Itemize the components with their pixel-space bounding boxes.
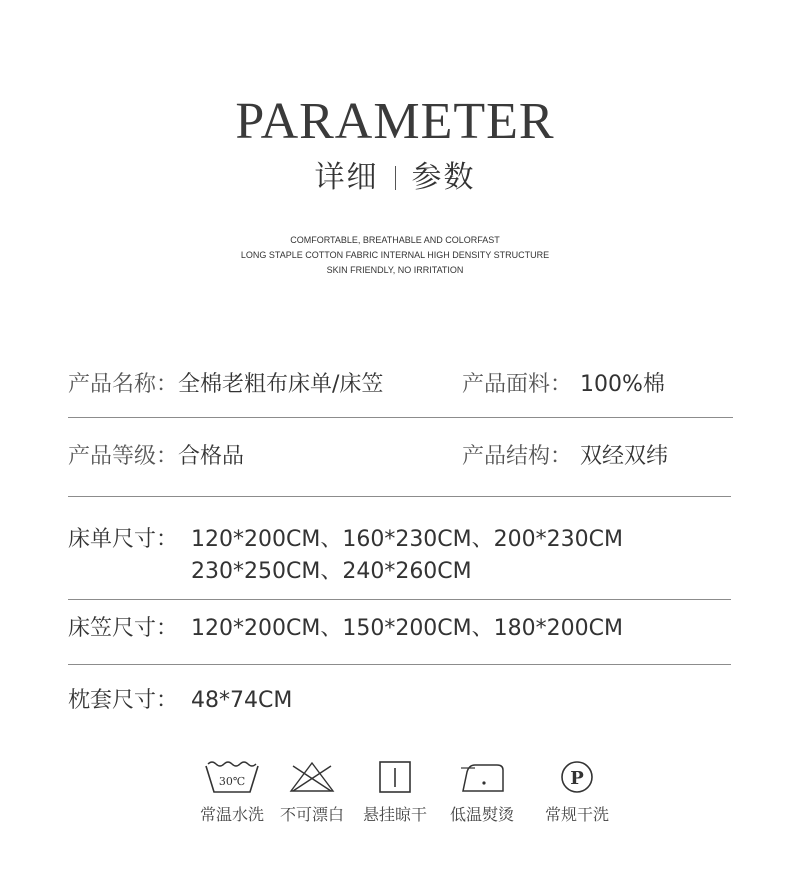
spec-value-fitted: 120*200CM、150*200CM、180*200CM (191, 616, 623, 641)
wash-30c-icon (202, 760, 262, 794)
subtitle-right: 参数 (411, 160, 476, 195)
spec-value-fabric: 100%棉 (580, 372, 665, 397)
care-label-hang: 悬挂晾干 (362, 805, 427, 824)
spec-label-name: 产品名称： (68, 372, 179, 397)
care-item-bleach (267, 760, 357, 825)
spec-value-structure: 双经双纬 (580, 444, 669, 469)
spec-label-sheet: 床单尺寸： (68, 527, 179, 552)
care-label-iron: 低温熨烫 (449, 805, 514, 824)
care-item-hang (350, 760, 440, 825)
care-label-bleach: 不可漂白 (279, 805, 344, 824)
tagline-line-2: LONG STAPLE COTTON FABRIC INTERNAL HIGH DENSITY STRUCTURE (240, 250, 550, 260)
no-bleach-icon (287, 760, 337, 794)
spec-value-grade: 合格品 (178, 444, 245, 469)
spec-value-name: 全棉老粗布床单/床笠 (178, 372, 384, 397)
spec-row-grade (68, 442, 244, 472)
spec-label-structure: 产品结构： (462, 444, 573, 469)
low-iron-icon (457, 760, 507, 794)
spec-row-fabric (462, 370, 665, 400)
care-item-iron (437, 760, 527, 825)
tagline-line-1: COMFORTABLE, BREATHABLE AND COLORFAST (290, 235, 500, 245)
care-item-dryclean (532, 760, 622, 825)
divider (68, 599, 731, 600)
dry-clean-p-icon (557, 760, 597, 794)
spec-label-pillow: 枕套尺寸： (68, 688, 179, 713)
divider (68, 417, 733, 418)
divider (68, 496, 731, 497)
subtitle-left: 详细 (314, 160, 379, 195)
page-subtitle (0, 158, 790, 198)
spec-row-pillow (68, 686, 178, 716)
care-label-wash: 常温水洗 (199, 805, 264, 824)
spec-row-structure (462, 442, 668, 472)
wash-temp-text: 30℃ (218, 775, 246, 788)
spec-row-name (68, 370, 383, 400)
divider (68, 664, 731, 665)
spec-value-sheet-1: 120*200CM、160*230CM、200*230CM (191, 527, 623, 552)
subtitle-separator (395, 166, 396, 190)
dryclean-letter: P (570, 768, 584, 789)
spec-label-grade: 产品等级： (68, 444, 179, 469)
spec-value-sheet-2: 230*250CM、240*260CM (191, 559, 472, 584)
spec-row-fitted (68, 614, 178, 644)
tagline (0, 233, 790, 278)
spec-value-pillow: 48*74CM (191, 688, 293, 713)
care-label-dryclean: 常规干洗 (544, 805, 609, 824)
spec-label-fitted: 床笠尺寸： (68, 616, 179, 641)
spec-row-sheet (68, 525, 178, 555)
spec-label-fabric: 产品面料： (462, 372, 573, 397)
hang-dry-icon (375, 760, 415, 794)
care-item-wash (187, 760, 277, 825)
page-title: PARAMETER (235, 93, 555, 150)
tagline-line-3: SKIN FRIENDLY, NO IRRITATION (326, 265, 464, 275)
